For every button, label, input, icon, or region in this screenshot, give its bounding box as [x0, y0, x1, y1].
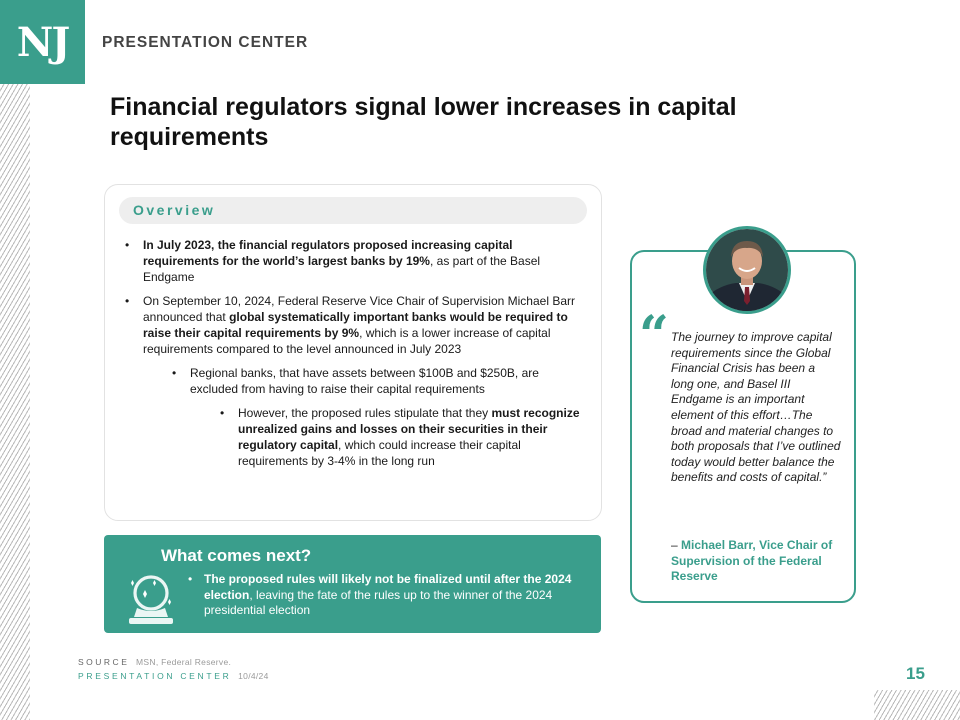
decorative-hatch-bottom-right: [874, 690, 960, 720]
slide-title: Financial regulators signal lower increases in capital requirements: [110, 93, 737, 151]
bullet-1-text: , as part of the Basel Endgame: [143, 254, 541, 284]
bullet-3: [172, 365, 585, 397]
overview-header: [119, 197, 587, 224]
source-text: MSN, Federal Reserve.: [136, 657, 232, 667]
quote-attribution: [671, 538, 841, 585]
bullet-4-bold: must recognize unrealized gains and losses on their securities in their regulatory capital: [238, 406, 580, 452]
overview-card: [104, 184, 602, 521]
decorative-hatch-left: [0, 84, 30, 720]
bullet-2-text-after: , which is a lower increase of capital requirements compared to the level announced in July 2023: [143, 326, 551, 356]
source-label: SOURCE: [78, 657, 130, 667]
logo: [0, 0, 85, 84]
footer-presentation-center: [78, 671, 269, 681]
next-bullet-text: , leaving the fate of the rules up to the winner of the 2024 presidential election: [204, 587, 553, 617]
bullet-2-bold: global systematically important banks would be required to raise their capital requirements by 9%: [143, 310, 568, 340]
attribution-dash: –: [671, 538, 678, 552]
footer-source: [78, 657, 231, 667]
bullet-3-text: Regional banks, that have assets between $100B and $250B, are excluded from having to raise their capital requirements: [190, 366, 539, 396]
bullet-2-text-before: On September 10, 2024, Federal Reserve Vice Chair of Supervision Michael Barr announced that: [143, 294, 575, 324]
footer-center-label: PRESENTATION CENTER: [78, 671, 232, 681]
overview-bullets: [125, 237, 585, 477]
what-comes-next-box: [104, 535, 601, 633]
overview-label: Overview: [133, 202, 216, 218]
next-bullet-bold: The proposed rules will likely not be finalized until after the 2024 election: [204, 572, 572, 602]
footer-date: 10/4/24: [238, 671, 269, 681]
quote-mark-icon: “: [639, 305, 669, 366]
bullet-4-text-after: , which could increase their capital requirements by 3-4% in the long run: [238, 438, 521, 468]
avatar: [703, 226, 791, 314]
attribution-name: Michael Barr, Vice Chair of Supervision of the Federal Reserve: [671, 538, 833, 584]
portrait-image: [706, 229, 788, 311]
bullet-1-bold: In July 2023, the financial regulators proposed increasing capital requirements for the world’s largest banks by 19%: [143, 238, 513, 268]
logo-text: NJ: [16, 18, 69, 66]
bullet-4: [220, 405, 585, 469]
next-title: What comes next?: [161, 546, 312, 565]
next-bullet: [188, 572, 584, 619]
page-number: 15: [906, 664, 925, 683]
bullet-4-text-before: However, the proposed rules stipulate that they: [238, 406, 492, 420]
bullet-2: [125, 293, 585, 357]
brand-name: PRESENTATION CENTER: [102, 34, 309, 51]
quote-text: The journey to improve capital requirements since the Global Financial Crisis has been a long one, and Basel III Endgame is an important element of this effort…The broad and material changes to both proposals that I’ve outlined today would better balance the benefits and costs of capital.”: [671, 330, 841, 485]
crystal-ball-icon: [124, 571, 178, 627]
bullet-1: [125, 237, 585, 285]
